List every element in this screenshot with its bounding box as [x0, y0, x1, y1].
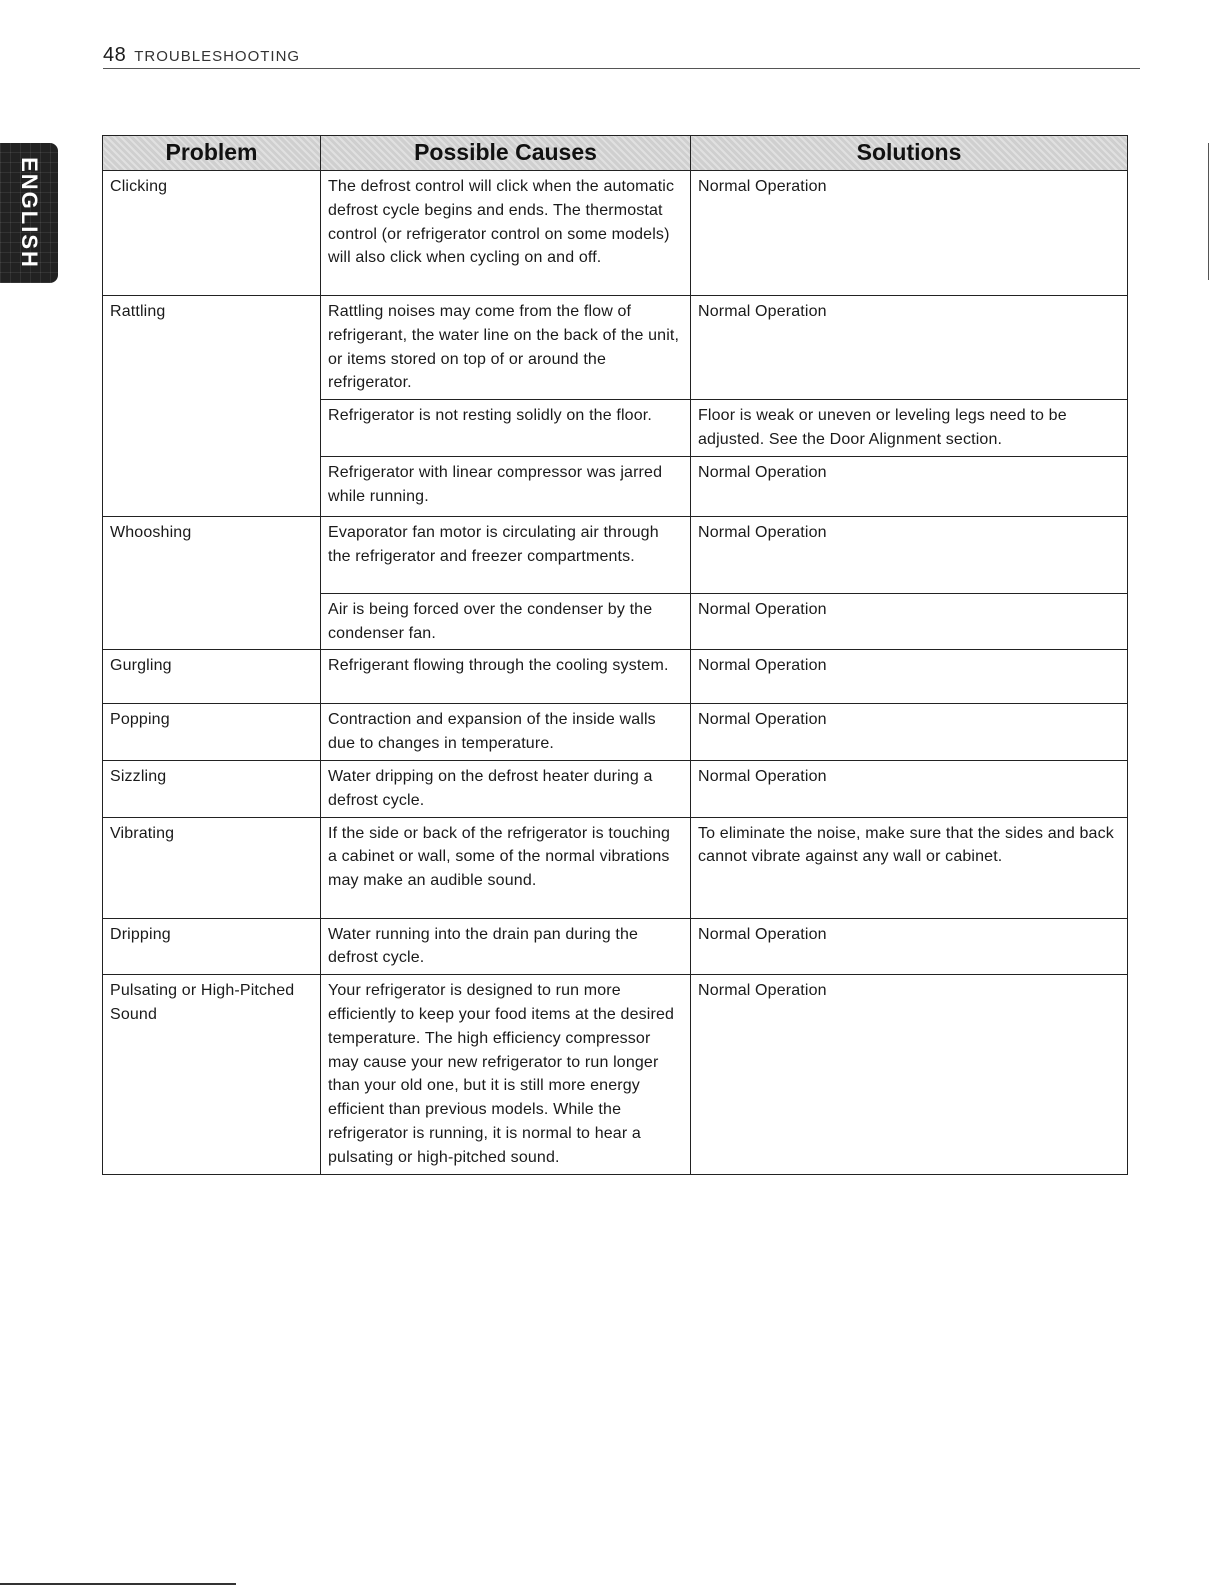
page-header — [103, 44, 1140, 69]
problem-cell: Whooshing — [103, 516, 321, 650]
cause-cell: Rattling noises may come from the flow of refrigerant, the water line on the back of the unit, or items stored on top of or around the refrigerator. — [321, 296, 691, 400]
margin-rule — [1208, 143, 1209, 280]
solution-cell: Normal Operation — [691, 650, 1128, 704]
cause-cell: Your refrigerator is designed to run more efficiently to keep your food items at the desired temperature. The high efficiency compressor may cause your new refrigerator to run longer than your old one, but it is still more energy efficient than previous models. While the refrigerator is running, it is normal to hear a pulsating or high-pitched sound. — [321, 975, 691, 1174]
column-header-problem: Problem — [103, 136, 321, 171]
solution-cell: Normal Operation — [691, 918, 1128, 975]
table-header-row — [103, 136, 1128, 171]
cause-cell: Refrigerator is not resting solidly on the floor. — [321, 400, 691, 457]
language-tab — [0, 143, 58, 283]
column-header-possible-causes: Possible Causes — [321, 136, 691, 171]
cause-cell: Water running into the drain pan during the defrost cycle. — [321, 918, 691, 975]
page-number: 48 — [103, 44, 127, 66]
footer-rule — [0, 1583, 236, 1585]
solution-cell: Normal Operation — [691, 593, 1128, 650]
solution-cell: Normal Operation — [691, 296, 1128, 400]
cause-cell: Air is being forced over the condenser by the condenser fan. — [321, 593, 691, 650]
problem-cell: Pulsating or High-Pitched Sound — [103, 975, 321, 1174]
table-row — [103, 650, 1128, 704]
problem-cell: Rattling — [103, 296, 321, 517]
cause-cell: Evaporator fan motor is circulating air through the refrigerator and freezer compartments. — [321, 516, 691, 593]
cause-cell: Water dripping on the defrost heater during a defrost cycle. — [321, 760, 691, 817]
table-row — [103, 296, 1128, 400]
problem-cell: Vibrating — [103, 817, 321, 918]
section-title: TROUBLESHOOTING — [134, 48, 301, 65]
problem-cell: Popping — [103, 704, 321, 761]
problem-cell: Gurgling — [103, 650, 321, 704]
cause-cell: Contraction and expansion of the inside walls due to changes in temperature. — [321, 704, 691, 761]
table-row — [103, 704, 1128, 761]
solution-cell: Normal Operation — [691, 171, 1128, 296]
problem-cell: Sizzling — [103, 760, 321, 817]
solution-cell: Normal Operation — [691, 975, 1128, 1174]
solution-cell: To eliminate the noise, make sure that the sides and back cannot vibrate against any wall or cabinet. — [691, 817, 1128, 918]
cause-cell: Refrigerator with linear compressor was jarred while running. — [321, 456, 691, 516]
table-row — [103, 975, 1128, 1174]
solution-cell: Normal Operation — [691, 704, 1128, 761]
table-row — [103, 760, 1128, 817]
solution-cell: Normal Operation — [691, 760, 1128, 817]
solution-cell: Normal Operation — [691, 456, 1128, 516]
cause-cell: Refrigerant flowing through the cooling system. — [321, 650, 691, 704]
cause-cell: If the side or back of the refrigerator is touching a cabinet or wall, some of the normal vibrations may make an audible sound. — [321, 817, 691, 918]
solution-cell: Floor is weak or uneven or leveling legs need to be adjusted. See the Door Alignment section. — [691, 400, 1128, 457]
table-row — [103, 918, 1128, 975]
cause-cell: The defrost control will click when the automatic defrost cycle begins and ends. The thermostat control (or refrigerator control on some models) will also click when cycling on and off. — [321, 171, 691, 296]
column-header-solutions: Solutions — [691, 136, 1128, 171]
troubleshooting-table — [102, 135, 1128, 1175]
table-row — [103, 516, 1128, 593]
language-tab-label: ENGLISH — [17, 157, 42, 269]
table-row — [103, 171, 1128, 296]
problem-cell: Dripping — [103, 918, 321, 975]
solution-cell: Normal Operation — [691, 516, 1128, 593]
table-row — [103, 817, 1128, 918]
problem-cell: Clicking — [103, 171, 321, 296]
